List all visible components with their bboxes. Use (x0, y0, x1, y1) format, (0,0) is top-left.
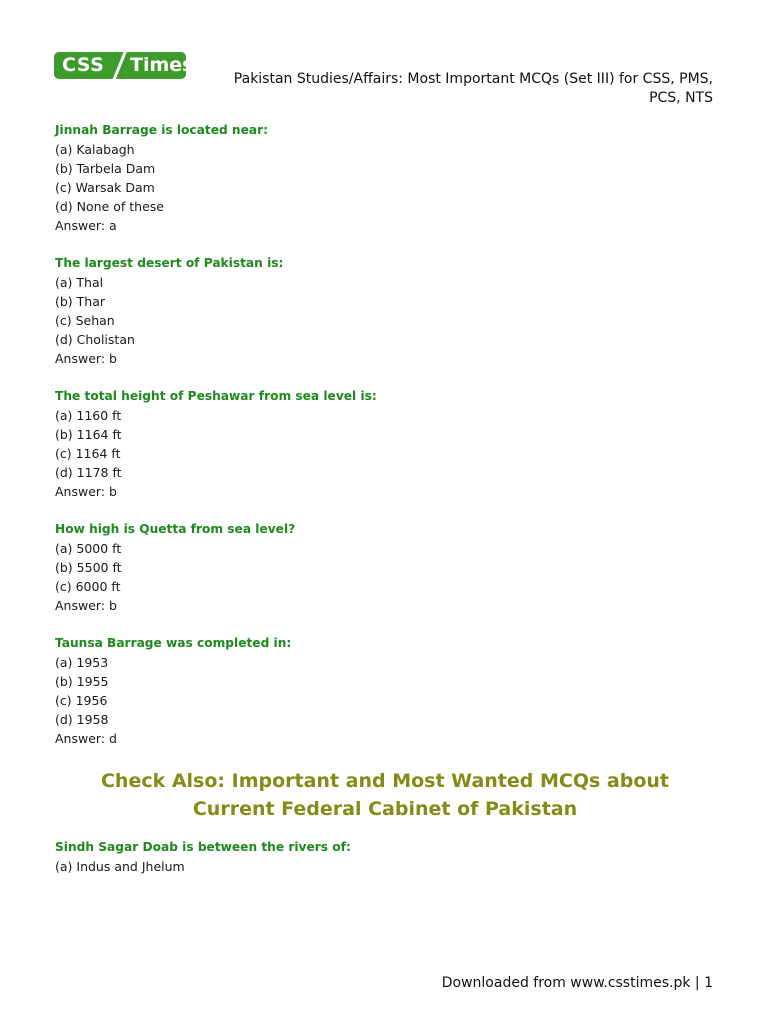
mcq-item (55, 387, 715, 501)
option: (a) 1953 (55, 655, 109, 670)
option: (c) 1164 ft (55, 446, 121, 461)
option: (b) 1955 (55, 674, 109, 689)
option: (c) Sehan (55, 313, 115, 328)
question-text: The largest desert of Pakistan is: (55, 256, 284, 270)
document-title (193, 70, 713, 108)
csstimes-logo (54, 52, 194, 79)
option: (c) 1956 (55, 693, 108, 708)
option: (d) None of these (55, 199, 164, 214)
mcq-item (55, 121, 715, 235)
check-also-line-2[interactable]: Current Federal Cabinet of Pakistan (192, 798, 578, 820)
mcq-item (55, 634, 715, 748)
question-text: The total height of Peshawar from sea level is: (55, 389, 377, 403)
question-text: Sindh Sagar Doab is between the rivers of: (55, 840, 351, 854)
answer-text: Answer: a (55, 218, 117, 233)
mcq-item (55, 254, 715, 368)
logo-times-text: Times (130, 54, 194, 76)
option: (d) 1178 ft (55, 465, 122, 480)
answer-text: Answer: b (55, 484, 117, 499)
answer-text: Answer: b (55, 598, 117, 613)
option: (c) 6000 ft (55, 579, 121, 594)
title-line-2: PCS, NTS (649, 90, 713, 106)
option: (a) Thal (55, 275, 104, 290)
option: (b) Thar (55, 294, 106, 309)
question-text: How high is Quetta from sea level? (55, 522, 296, 536)
answer-text: Answer: b (55, 351, 117, 366)
option: (b) Tarbela Dam (55, 161, 156, 176)
mcq-content (55, 121, 715, 895)
question-text: Taunsa Barrage was completed in: (55, 636, 292, 650)
answer-text: Answer: d (55, 731, 117, 746)
option: (d) Cholistan (55, 332, 135, 347)
option: (a) Kalabagh (55, 142, 135, 157)
check-also-link[interactable] (55, 767, 715, 823)
mcq-item (55, 838, 715, 876)
option: (a) Indus and Jhelum (55, 859, 185, 874)
option: (b) 1164 ft (55, 427, 122, 442)
check-also-line-1[interactable]: Check Also: Important and Most Wanted MCQs about (100, 770, 670, 792)
option: (c) Warsak Dam (55, 180, 155, 195)
mcq-item (55, 520, 715, 615)
option: (d) 1958 (55, 712, 109, 727)
logo-css-text: CSS (62, 54, 105, 76)
option: (a) 5000 ft (55, 541, 122, 556)
option: (b) 5500 ft (55, 560, 122, 575)
page-footer: Downloaded from www.csstimes.pk | 1 (441, 975, 713, 991)
question-text: Jinnah Barrage is located near: (55, 123, 268, 137)
title-line-1: Pakistan Studies/Affairs: Most Important MCQs (Set III) for CSS, PMS, (233, 71, 713, 87)
option: (a) 1160 ft (55, 408, 122, 423)
